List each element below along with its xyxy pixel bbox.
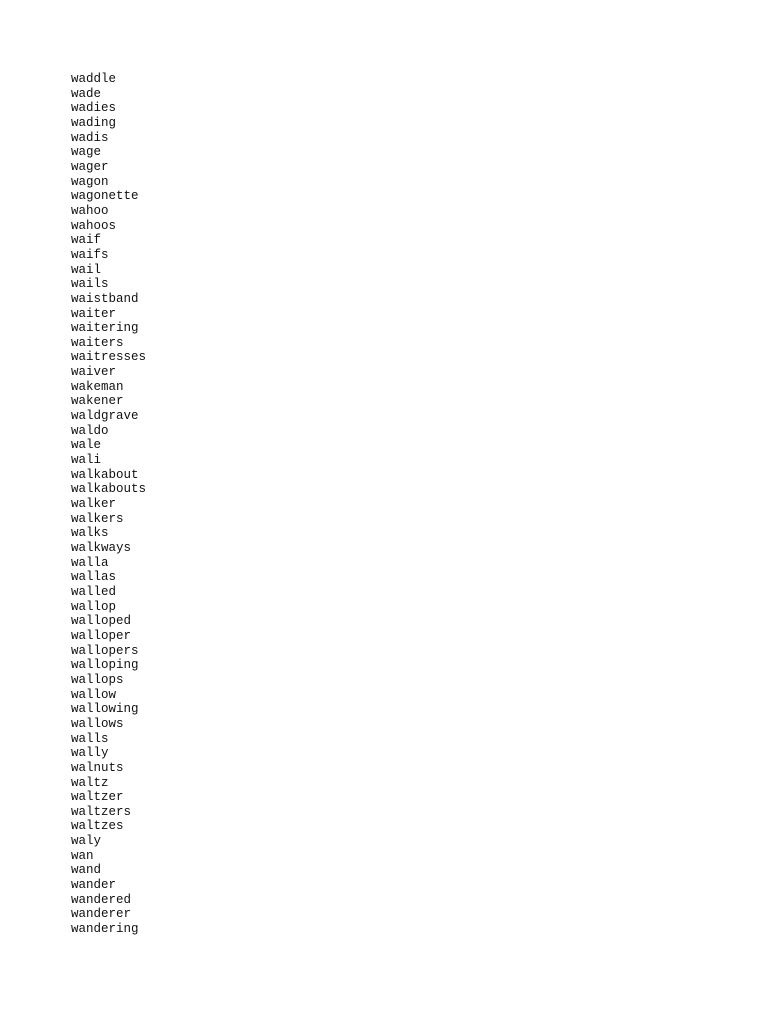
list-item: wahoos [71, 218, 117, 233]
list-item: walkers [71, 511, 124, 526]
list-item: walled [71, 584, 117, 599]
list-item: walks [71, 526, 109, 541]
list-item: wallops [71, 672, 124, 687]
list-item: wallow [71, 687, 117, 702]
list-item: waldo [71, 423, 109, 438]
list-item: wallop [71, 599, 117, 614]
list-item: wally [71, 746, 109, 761]
list-item: waldgrave [71, 409, 139, 424]
list-item: wading [71, 115, 117, 130]
list-item: walkabout [71, 467, 139, 482]
list-item: wakeman [71, 379, 124, 394]
list-item: wail [71, 262, 102, 277]
list-item: waiters [71, 335, 124, 350]
word-list [71, 72, 146, 937]
list-item: waly [71, 834, 102, 849]
list-item: walls [71, 731, 109, 746]
list-item: wallas [71, 570, 117, 585]
list-item: walkways [71, 541, 132, 555]
list-item: waitering [71, 321, 139, 336]
list-item: wakener [71, 394, 124, 409]
list-item: waltzers [71, 804, 132, 819]
list-item: wage [71, 145, 102, 160]
list-item: waif [71, 233, 102, 248]
list-item: walker [71, 497, 117, 512]
list-item: waitresses [71, 350, 147, 365]
list-item: wadies [71, 101, 117, 116]
list-item: waifs [71, 247, 109, 262]
list-item: wand [71, 863, 102, 878]
list-item: walloped [71, 614, 132, 629]
list-item: wandered [71, 892, 132, 907]
list-item: wails [71, 277, 109, 292]
list-item: wanderer [71, 907, 132, 922]
list-item: wali [71, 453, 102, 468]
list-item: wahoo [71, 203, 109, 218]
list-item: wallopers [71, 643, 139, 658]
list-item: walnuts [71, 760, 124, 775]
list-item: waltz [71, 775, 109, 790]
list-item: wallows [71, 716, 124, 731]
list-item: walloper [71, 628, 132, 643]
list-item: walloping [71, 658, 139, 673]
list-item: wallowing [71, 702, 139, 717]
list-item: walla [71, 555, 109, 570]
list-item: wade [71, 86, 102, 101]
list-item: wager [71, 159, 109, 174]
list-item: wagonette [71, 189, 139, 204]
list-item: waltzer [71, 790, 124, 805]
list-item: waltzes [71, 819, 124, 834]
list-item: waiver [71, 365, 117, 380]
list-item: wagon [71, 174, 109, 189]
list-item: waiter [71, 306, 117, 321]
list-item: wale [71, 438, 102, 453]
list-item: wan [71, 848, 94, 863]
list-item: wadis [71, 130, 109, 145]
list-item: waddle [71, 72, 117, 86]
list-item: waistband [71, 291, 139, 306]
list-item: wander [71, 878, 117, 893]
list-item: wandering [71, 922, 139, 937]
list-item: walkabouts [71, 482, 147, 497]
